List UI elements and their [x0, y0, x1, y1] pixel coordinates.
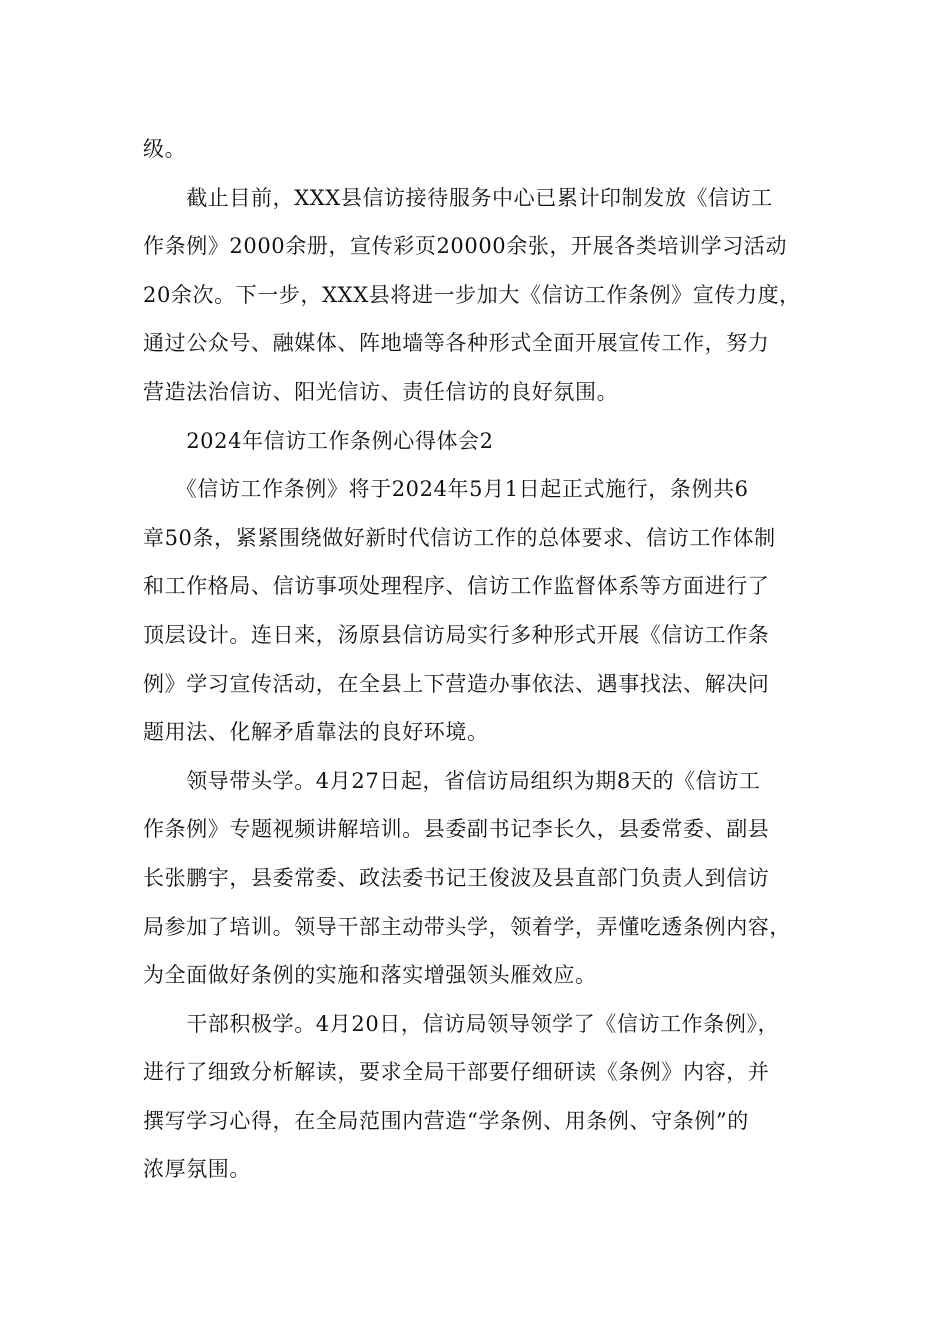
- text-line: 和工作格局、信访事项处理程序、信访工作监督体系等方面进行了: [143, 574, 770, 599]
- text-line: 局参加了培训。领导干部主动带头学，领着学，弄懂吃透条例内容，: [143, 914, 791, 939]
- text-line: 作条例》2000余册，宣传彩页20000余张，开展各类培训学习活动: [143, 234, 788, 259]
- document-body: [143, 125, 823, 1194]
- text-line: 浓厚氛围。: [143, 1157, 251, 1182]
- text-line: 例》学习宣传活动，在全县上下营造办事依法、遇事找法、解决问: [143, 671, 770, 696]
- heading-line: 2024年信访工作条例心得体会2: [143, 428, 494, 453]
- text-line: 顶层设计。连日来，汤原县信访局实行多种形式开展《信访工作条: [143, 622, 770, 647]
- text-line: 通过公众号、融媒体、阵地墙等各种形式全面开展宣传工作，努力: [143, 331, 770, 356]
- text-line: 长张鹏宇，县委常委、政法委书记王俊波及县直部门负责人到信访: [143, 865, 770, 890]
- text-line: 领导带头学。4月27日起，省信访局组织为期8天的《信访工: [143, 768, 761, 793]
- text-line: 为全面做好条例的实施和落实增强领头雁效应。: [143, 963, 597, 988]
- paragraph-2: [143, 174, 823, 417]
- text-line: 进行了细致分析解读，要求全局干部要仔细研读《条例》内容，并: [143, 1060, 770, 1085]
- text-line: 营造法治信访、阳光信访、责任信访的良好氛围。: [143, 379, 619, 404]
- text-line: 作条例》专题视频讲解培训。县委副书记李长久，县委常委、副县: [143, 817, 770, 842]
- paragraph-1: [143, 125, 823, 174]
- paragraph-3: [143, 465, 823, 757]
- paragraph-5: [143, 1000, 823, 1194]
- section-heading: [143, 417, 823, 466]
- text-line: 撰写学习心得，在全局范围内营造“学条例、用条例、守条例”的: [143, 1108, 749, 1133]
- text-line: 《信访工作条例》将于2024年5月1日起正式施行，条例共6: [143, 477, 749, 502]
- text-line: 20余次。下一步，XXX县将进一步加大《信访工作条例》宣传力度，: [143, 282, 801, 307]
- text-line: 题用法、化解矛盾靠法的良好环境。: [143, 720, 489, 745]
- text-line: 干部积极学。4月20日，信访局领导领学了《信访工作条例》，: [143, 1011, 780, 1036]
- paragraph-4: [143, 757, 823, 1000]
- text-line: 级。: [143, 137, 187, 161]
- text-line: 章50条，紧紧围绕做好新时代信访工作的总体要求、信访工作体制: [143, 525, 776, 550]
- text-line: 截止目前，XXX县信访接待服务中心已累计印制发放《信访工: [143, 185, 773, 210]
